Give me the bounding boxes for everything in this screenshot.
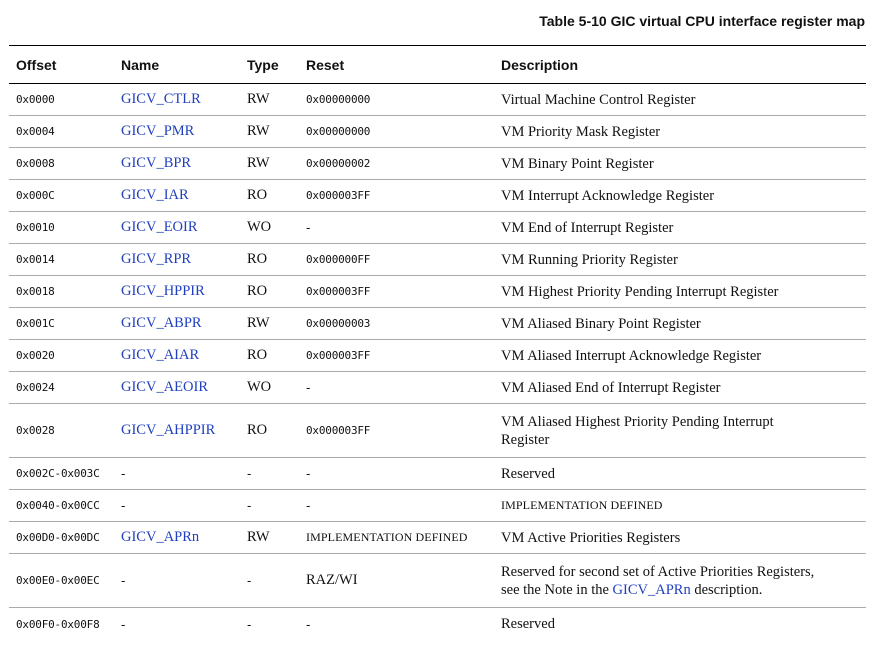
type-cell: RO (247, 187, 268, 203)
reset-cell: - (306, 616, 311, 632)
offset-cell: 0x0004 (16, 125, 55, 138)
description-text: see the Note in the (501, 581, 613, 598)
description-line: VM Aliased Highest Priority Pending Interrupt (501, 413, 774, 430)
table-row (9, 116, 866, 148)
offset-cell: 0x0018 (16, 285, 55, 298)
description-cell: VM Aliased Binary Point Register (501, 315, 701, 332)
table-row (9, 244, 866, 276)
description-line: Reserved for second set of Active Priorities Registers, (501, 563, 815, 580)
register-name-link[interactable]: GICV_PMR (121, 123, 195, 139)
register-name-link[interactable]: GICV_APRn (121, 529, 200, 545)
type-cell: - (247, 616, 252, 632)
description-cell: VM Running Priority Register (501, 251, 678, 268)
register-name-link[interactable]: GICV_AIAR (121, 347, 200, 363)
description-cell: VM Aliased Interrupt Acknowledge Register (501, 347, 762, 364)
table-row (9, 372, 866, 404)
reset-cell: 0x000003FF (306, 285, 371, 298)
register-name-cell: - (121, 616, 126, 632)
description-cell: VM Interrupt Acknowledge Register (501, 187, 715, 204)
offset-cell: 0x0000 (16, 93, 55, 106)
reset-cell: - (306, 466, 311, 481)
description-cell: Reserved (501, 465, 555, 482)
register-name-link[interactable]: GICV_RPR (121, 251, 192, 267)
offset-cell: 0x0020 (16, 349, 55, 362)
offset-cell: 0x0008 (16, 157, 55, 170)
offset-cell: 0x0014 (16, 253, 55, 266)
header-name: Name (121, 56, 160, 73)
description-text: description. (690, 581, 763, 598)
table-row (9, 554, 866, 608)
type-cell: WO (247, 379, 272, 395)
reset-cell: 0x00000000 (306, 93, 371, 106)
offset-cell: 0x0040-0x00CC (16, 499, 100, 512)
description-cell (501, 563, 866, 599)
table-row (9, 608, 866, 640)
header-reset: Reset (306, 56, 345, 73)
header-type: Type (247, 56, 279, 73)
table-row (9, 212, 866, 244)
table-row (9, 340, 866, 372)
description-cell: Reserved (501, 616, 555, 632)
offset-cell: 0x00E0-0x00EC (16, 574, 100, 587)
description-cell: VM Highest Priority Pending Interrupt Register (501, 283, 779, 300)
type-cell: RW (247, 315, 270, 331)
gicv-aprn-link[interactable]: GICV_APRn (612, 581, 691, 598)
reset-cell: - (306, 220, 311, 235)
register-name-link[interactable]: GICV_CTLR (121, 91, 201, 107)
type-cell: RO (247, 251, 268, 267)
type-cell: - (247, 498, 252, 513)
type-cell: RW (247, 529, 270, 545)
table-row (9, 490, 866, 522)
description-cell: VM Binary Point Register (501, 155, 654, 172)
reset-cell: 0x000003FF (306, 424, 371, 437)
table-header (9, 45, 866, 84)
offset-cell: 0x0024 (16, 381, 55, 394)
reset-cell: 0x000000FF (306, 253, 371, 266)
table-row (9, 276, 866, 308)
offset-cell: 0x0010 (16, 221, 55, 234)
header-description: Description (501, 56, 579, 73)
offset-cell: 0x00D0-0x00DC (16, 531, 100, 544)
offset-cell: 0x000C (16, 189, 55, 202)
register-name-cell: - (121, 573, 126, 588)
type-cell: RO (247, 283, 268, 299)
register-name-cell: - (121, 466, 126, 481)
header-offset: Offset (16, 56, 57, 73)
reset-cell: RAZ/WI (306, 572, 358, 588)
table-row (9, 458, 866, 490)
reset-cell: - (306, 380, 311, 395)
register-name-cell: - (121, 498, 126, 513)
type-cell: RW (247, 91, 270, 107)
description-cell: IMPLEMENTATION DEFINED (501, 498, 663, 512)
type-cell: RO (247, 422, 268, 438)
register-name-link[interactable]: GICV_AHPPIR (121, 422, 216, 438)
reset-cell: 0x000003FF (306, 189, 371, 202)
table-caption: Table 5-10 GIC virtual CPU interface register map (539, 13, 865, 29)
register-name-link[interactable]: GICV_BPR (121, 155, 192, 171)
register-name-link[interactable]: GICV_ABPR (121, 315, 202, 331)
type-cell: RO (247, 347, 268, 363)
table-row (9, 148, 866, 180)
description-cell: Virtual Machine Control Register (501, 91, 696, 108)
description-cell: VM Active Priorities Registers (501, 529, 681, 546)
type-cell: - (247, 466, 252, 481)
table-row (9, 404, 866, 458)
register-name-link[interactable]: GICV_HPPIR (121, 283, 205, 299)
reset-cell: 0x00000002 (306, 157, 371, 170)
offset-cell: 0x001C (16, 317, 55, 330)
offset-cell: 0x002C-0x003C (16, 467, 100, 480)
description-line: Register (501, 431, 550, 448)
reset-cell: 0x00000000 (306, 125, 371, 138)
type-cell: WO (247, 219, 272, 235)
register-map-table (9, 45, 866, 640)
description-cell: VM Aliased End of Interrupt Register (501, 379, 721, 396)
table-row (9, 180, 866, 212)
table-row (9, 522, 866, 554)
reset-cell: IMPLEMENTATION DEFINED (306, 530, 468, 544)
register-name-link[interactable]: GICV_IAR (121, 187, 189, 203)
table-row (9, 308, 866, 340)
description-cell (501, 413, 866, 449)
register-name-link[interactable]: GICV_EOIR (121, 219, 198, 235)
offset-cell: 0x0028 (16, 424, 55, 437)
reset-cell: 0x00000003 (306, 317, 371, 330)
reset-cell: 0x000003FF (306, 349, 371, 362)
type-cell: - (247, 573, 252, 588)
table-row (9, 84, 866, 116)
reset-cell: - (306, 498, 311, 513)
description-cell: VM Priority Mask Register (501, 123, 661, 140)
type-cell: RW (247, 155, 270, 171)
register-name-link[interactable]: GICV_AEOIR (121, 379, 208, 395)
description-cell: VM End of Interrupt Register (501, 219, 674, 236)
description-line (501, 581, 858, 599)
offset-cell: 0x00F0-0x00F8 (16, 617, 100, 631)
type-cell: RW (247, 123, 270, 139)
